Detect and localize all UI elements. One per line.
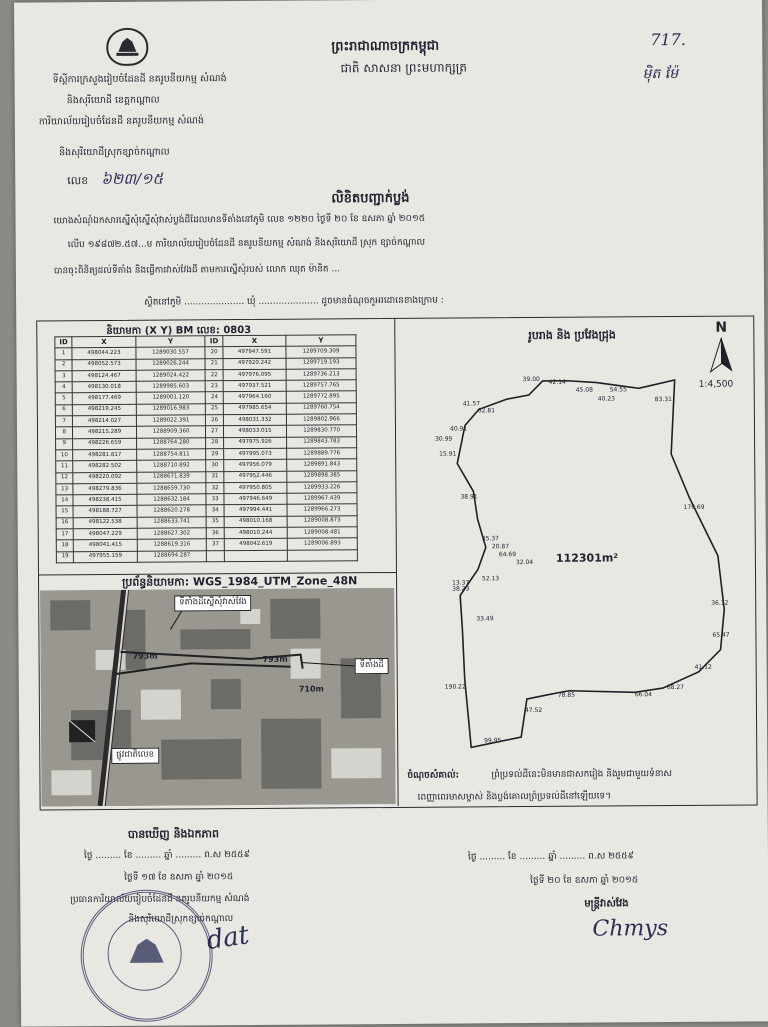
table-cell: 32 xyxy=(206,483,223,494)
table-cell: 11 xyxy=(56,461,73,472)
table-cell: 497964.160 xyxy=(223,392,286,404)
right-date-1: ថ្ងៃ ......... ខែ ......... ឆ្នាំ ......... ព.ស ២៥៥៩ xyxy=(467,851,635,863)
table-cell: 498281.817 xyxy=(73,449,136,461)
table-cell: 2 xyxy=(55,359,72,370)
table-cell: 1289736.213 xyxy=(286,369,356,381)
edge-length-label: 83.31 xyxy=(654,396,673,404)
edge-length-label: 20.87 xyxy=(491,543,510,551)
map-label-road: ផ្លូវជាតិលេខ xyxy=(111,748,159,764)
table-cell: 6 xyxy=(55,404,72,415)
table-cell: 497976.095 xyxy=(223,369,286,381)
edge-length-label: 38.23 xyxy=(452,585,470,593)
table-cell: 1289889.776 xyxy=(287,448,357,460)
table-cell: 23 xyxy=(206,381,223,392)
table-cell: 1289967.439 xyxy=(287,493,357,505)
table-cell: 1288694.287 xyxy=(137,550,207,562)
table-cell: 5 xyxy=(55,393,72,404)
table-cell: 27 xyxy=(206,426,223,437)
table-cell: 497975.926 xyxy=(223,437,286,449)
table-cell: 497955.159 xyxy=(74,551,137,563)
table-cell: 35 xyxy=(207,516,224,527)
table-cell: 10 xyxy=(56,450,73,461)
edge-length-label: 66.04 xyxy=(634,691,653,699)
edge-length-label: 30.99 xyxy=(435,435,453,443)
table-cell: 1289008.481 xyxy=(287,527,357,539)
table-cell: 1289008.873 xyxy=(287,515,357,527)
table-cell: 34 xyxy=(206,505,223,516)
projection-line: ប្រព័ន្ធនិយាមកា: WGS_1984_UTM_Zone_48N xyxy=(122,574,358,589)
table-cell: 18 xyxy=(56,540,73,551)
right-date-2: ថ្ងៃទី ២០ ខែ ឧសភា ឆ្នាំ ២០១៥ xyxy=(530,875,639,887)
table-cell: 3 xyxy=(55,371,72,382)
table-cell: 497952.446 xyxy=(224,471,287,483)
table-cell: 497995.073 xyxy=(224,448,287,460)
map-distance-3: 710m xyxy=(298,684,324,694)
right-signature: Chmys xyxy=(592,916,669,942)
table-cell: 14 xyxy=(56,495,73,506)
table-cell: 498188.727 xyxy=(73,506,136,518)
table-cell: 1289006.893 xyxy=(287,538,357,550)
edge-length-label: 65.47 xyxy=(712,631,730,639)
left-office-2: និងសុរិយោដីស្រុកខ្សាច់កណ្តាល xyxy=(128,914,234,925)
table-cell: 1289757.765 xyxy=(286,380,356,392)
table-cell: 497937.521 xyxy=(223,380,286,392)
table-cell: 498042.619 xyxy=(224,539,287,551)
body-line-3: បានចុះពិនិត្យដល់ទីតាំង និងធ្វើការវាស់វែងដី តាមការស្នើសុំរបស់ លោក ឈុត ម៉ានិត ... xyxy=(53,264,341,277)
map-label-site: ទីតាំងដីស្នើសុំវាស់វែង xyxy=(174,595,252,612)
coords-header: និយាមកា (X Y) BM លេខ: 0803 xyxy=(106,324,252,337)
note-line-1: ព្រំប្រទល់ដីនេះមិនមានជាសករៀង និងរួមជាមួយទំនាស xyxy=(491,769,672,781)
table-cell: 30 xyxy=(206,460,223,471)
edge-length-label: 35.37 xyxy=(481,535,499,543)
edge-length-label: 64.69 xyxy=(498,551,517,559)
table-cell: 497920.242 xyxy=(223,358,286,370)
map-distance-1: 793m xyxy=(132,651,158,661)
ministry-line-1: ទីស្តីការក្រសួងរៀបចំដែនដី នគរូបនីយកម្ម សំណង់ xyxy=(52,73,227,86)
left-office-1: ប្រធានការិយាល័យរៀបចំដែនដី នគរូបនីយកម្ម សំណង់ xyxy=(70,893,250,906)
table-cell: 498214.027 xyxy=(73,415,136,427)
table-cell: 1289891.843 xyxy=(287,459,357,471)
table-cell: 1289022.391 xyxy=(136,415,206,427)
table-cell: 21 xyxy=(205,358,222,369)
edge-length-label: 52.13 xyxy=(482,575,500,583)
table-cell: 1289830.770 xyxy=(287,425,357,437)
table-cell: 1288671.839 xyxy=(136,471,206,483)
table-cell: 19 xyxy=(56,551,73,562)
table-cell: 1289985.603 xyxy=(136,381,206,393)
plot-shape xyxy=(397,357,756,779)
table-cell: 1289709.309 xyxy=(286,346,356,358)
edge-length-label: 190.22 xyxy=(444,683,466,691)
seal-emblem-icon xyxy=(83,892,210,1019)
edge-length-label: 36.12 xyxy=(711,599,729,607)
table-cell: 29 xyxy=(206,449,223,460)
ministry-emblem-icon xyxy=(108,30,146,64)
edge-length-label: 62.81 xyxy=(477,407,496,415)
location-map xyxy=(40,588,395,806)
table-cell: 497950.805 xyxy=(224,482,287,494)
edge-length-label: 68.27 xyxy=(666,683,685,692)
table-cell: 1289760.754 xyxy=(286,403,356,415)
table-cell: 1 xyxy=(55,348,72,359)
left-date-2: ថ្ងៃទី ១៧ ខែ ឧសភា ឆ្នាំ ២០១៥ xyxy=(124,872,234,883)
body-line-1: យោងសំណុំឯកសារស្នើសុំស្នើសុំវាស់ប្លង់ដីដែលមានទីតាំងនៅភូមិ លេខ ១២២០ ថ្ងៃទី ២០ ខែ ឧសភា ឆ្នាំ ២០១៥ xyxy=(53,213,426,227)
table-cell: 498124.467 xyxy=(72,370,135,382)
table-cell: 1288627.302 xyxy=(137,528,207,540)
table-cell: 497994.441 xyxy=(224,505,287,517)
edge-length-label: 32.04 xyxy=(515,559,534,567)
table-cell: 1289024.422 xyxy=(136,370,206,382)
table-cell: 498130.018 xyxy=(73,381,136,393)
edge-length-label: 39.00 xyxy=(522,375,540,384)
table-cell: 1288710.892 xyxy=(136,460,206,472)
col-x: X xyxy=(72,336,135,348)
table-cell: 498122.538 xyxy=(74,517,137,529)
table-cell: 498226.659 xyxy=(73,438,136,450)
table-cell: 498044.223 xyxy=(72,348,135,360)
plot-title: រូបរាង និង ប្រវែងជ្រុង xyxy=(528,328,616,343)
table-cell: 498041.415 xyxy=(74,540,137,552)
left-signature: dat xyxy=(204,920,252,957)
table-cell: 7 xyxy=(55,416,72,427)
table-cell xyxy=(288,549,358,561)
table-cell: 20 xyxy=(205,347,222,358)
table-cell: 498215.289 xyxy=(73,427,136,439)
table-cell: 1289802.966 xyxy=(287,414,357,426)
table-cell: 498010.168 xyxy=(224,516,287,528)
edge-length-label: 40.23 xyxy=(597,395,616,403)
table-cell: 498220.092 xyxy=(73,472,136,484)
body-line-2: លើប ១៩៨៧២.៥៧...ម ការិយាល័យរៀបចំដែនដី នគរូបនីយកម្ម សំណង់ និងសុរិយោដី ស្រុក ខ្សាច់កណ្តាល xyxy=(67,237,426,251)
edge-length-label: 42.14 xyxy=(548,378,566,386)
left-date-1: ថ្ងៃ ......... ខែ ......... ឆ្នាំ ......... ព.ស ២៥៥៩ xyxy=(83,849,251,862)
col-x: X xyxy=(223,335,286,347)
table-cell: 25 xyxy=(206,403,223,414)
table-cell: 1288754.811 xyxy=(136,449,206,461)
ministry-line-4: និងសុរិយោដីស្រុកខ្សាច់កណ្តាល xyxy=(59,146,170,159)
table-cell: 498282.502 xyxy=(73,461,136,473)
edge-length-label: 40.91 xyxy=(449,425,468,433)
ref-number: 717. xyxy=(650,29,686,50)
table-cell: 15 xyxy=(56,506,73,517)
table-cell: 17 xyxy=(56,529,73,540)
table-cell: 497985.654 xyxy=(223,403,286,415)
table-cell: 1288764.280 xyxy=(136,437,206,449)
table-cell: 24 xyxy=(206,392,223,403)
table-cell: 1289001.120 xyxy=(136,392,206,404)
table-cell: 1289026.244 xyxy=(136,358,206,370)
table-cell: 1289719.193 xyxy=(286,357,356,369)
table-cell: 498047.229 xyxy=(74,528,137,540)
edge-length-label: 78.85 xyxy=(557,691,576,699)
table-cell: 31 xyxy=(206,471,223,482)
edge-length-label: 15.91 xyxy=(439,450,457,458)
ministry-line-2: និងសុរិយោដី ខេត្តកណ្តាល xyxy=(66,94,160,107)
edge-length-label: 38.91 xyxy=(460,493,478,501)
edge-length-label: 45.08 xyxy=(575,386,593,394)
map-distance-2: 793m xyxy=(262,654,288,664)
edge-length-label: 47.52 xyxy=(524,706,543,715)
table-cell: 12 xyxy=(56,472,73,483)
table-cell: 9 xyxy=(56,438,73,449)
table-cell: 1288632.184 xyxy=(137,494,207,506)
table-cell: 16 xyxy=(56,517,73,528)
survey-document xyxy=(14,0,768,1027)
edge-length-label: 99.95 xyxy=(484,737,502,745)
table-cell: 498052.573 xyxy=(72,359,135,371)
note-line-2: ពេញ្ញាពេរមាសម្ចាស់ និងប្លង់គោលព្រំប្រទល់ដីនៅឡើយទេ។ xyxy=(417,791,612,803)
table-cell: 1289772.895 xyxy=(286,391,356,403)
north-label: N xyxy=(715,319,728,336)
col-y: Y xyxy=(286,335,356,347)
table-cell: 13 xyxy=(56,484,73,495)
edge-length-label: 54.55 xyxy=(609,386,627,394)
col-y: Y xyxy=(136,336,206,348)
table-cell: 498010.244 xyxy=(224,527,287,539)
ministry-line-3: ការិយាល័យរៀបចំដែនដី នគរូបនីយកម្ម សំណង់ xyxy=(38,115,205,128)
plot-scale: 1:4,500 xyxy=(698,379,734,390)
table-cell: 498238.415 xyxy=(73,494,136,506)
document-title: លិខិតបញ្ជាក់ប្លង់ xyxy=(331,190,410,207)
table-cell: 1288659.730 xyxy=(137,483,207,495)
table-cell: 8 xyxy=(55,427,72,438)
plot-area: 112301m² xyxy=(555,551,619,565)
table-cell: 1289843.783 xyxy=(287,436,357,448)
col-id: ID xyxy=(205,336,222,347)
coordinate-table xyxy=(54,334,358,563)
table-cell: 498031.332 xyxy=(223,414,286,426)
edge-length-label: 170.69 xyxy=(683,503,705,511)
table-cell: 36 xyxy=(207,528,224,539)
kingdom-heading: ព្រះរាជាណាចក្រកម្ពុជា xyxy=(331,38,440,55)
table-cell: 26 xyxy=(206,415,223,426)
handwritten-mark: ម៉ិត ម៉ែ xyxy=(642,65,679,83)
table-cell: 1288909.360 xyxy=(136,426,206,438)
table-cell: 1289966.273 xyxy=(287,504,357,516)
edge-length-label: 33.49 xyxy=(476,615,494,623)
table-cell: 1289016.983 xyxy=(136,404,206,416)
table-cell: 498219.245 xyxy=(73,404,136,416)
body-line-4: ស្ថិតនៅភូមិ ..................... ឃុំ ..................... ដូចមានចំណុចកូអរដោនេខាងក្រោម : xyxy=(144,295,444,308)
table-cell: 498177.469 xyxy=(73,393,136,405)
table-cell: 1289898.385 xyxy=(287,470,357,482)
motto-heading: ជាតិ សាសនា ព្រះមហាក្សត្រ xyxy=(340,60,467,76)
col-id: ID xyxy=(55,337,72,348)
table-cell: 497947.591 xyxy=(223,347,286,359)
table-cell: 498033.015 xyxy=(223,426,286,438)
table-cell: 1289933.226 xyxy=(287,482,357,494)
edge-length-label: 41.12 xyxy=(694,663,712,671)
edge-length-label: 13.37 xyxy=(452,579,470,587)
table-cell: 497956.079 xyxy=(224,459,287,471)
table-cell: 498279.836 xyxy=(73,483,136,495)
table-cell xyxy=(224,550,287,562)
note-label: ចំណុចសំគាល់: xyxy=(407,770,460,781)
doc-number-label: លេខ xyxy=(67,174,89,188)
table-cell: 497946.649 xyxy=(224,493,287,505)
doc-number: ៦២៣/១៥ xyxy=(101,169,164,189)
table-cell: 22 xyxy=(206,370,223,381)
table-cell xyxy=(207,550,224,561)
table-row xyxy=(56,549,357,562)
table-cell: 1288633.741 xyxy=(137,517,207,529)
approval-label: បានឃើញ និងឯកភាព xyxy=(127,827,219,841)
edge-length-label: 41.57 xyxy=(462,400,481,408)
ministry-logo xyxy=(106,28,148,66)
table-cell: 28 xyxy=(206,437,223,448)
surveyor-role: មន្ត្រីវាស់វែង xyxy=(584,898,629,910)
table-cell: 37 xyxy=(207,539,224,550)
map-label-land: ទីតាំងដី xyxy=(355,658,389,674)
table-cell: 33 xyxy=(206,494,223,505)
satellite-image xyxy=(40,588,395,806)
table-cell: 1288619.316 xyxy=(137,539,207,551)
official-seal xyxy=(80,889,213,1022)
table-cell: 1288620.278 xyxy=(137,505,207,517)
table-cell: 1289030.557 xyxy=(136,347,206,359)
table-cell: 4 xyxy=(55,382,72,393)
